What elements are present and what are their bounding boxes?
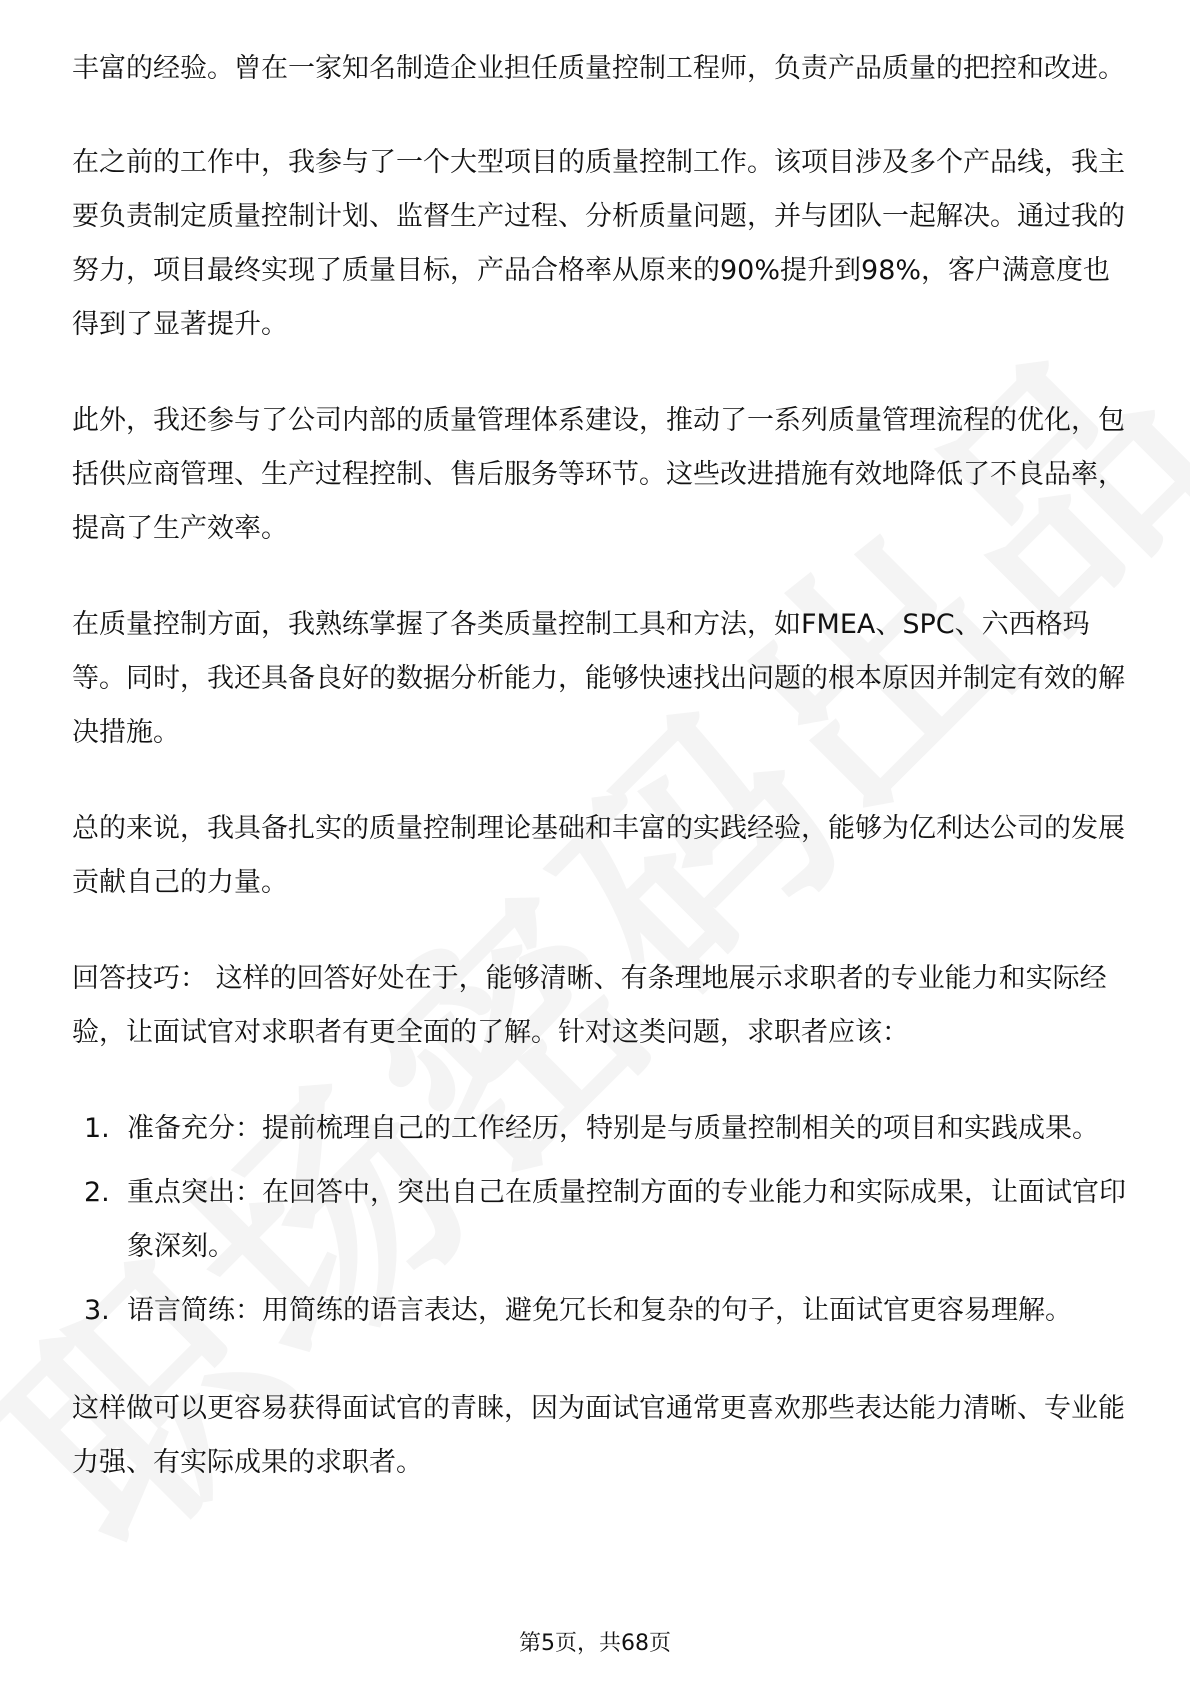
list-item xyxy=(72,1166,1132,1274)
list-item xyxy=(72,1102,1132,1156)
paragraph-closing: 这样做可以更容易获得面试官的青睐，因为面试官通常更喜欢那些表达能力清晰、专业能力强、有实际成果的求职者。 xyxy=(72,1393,1125,1478)
list-number: 1. xyxy=(84,1113,110,1144)
paragraph-skills: 在质量控制方面，我熟练掌握了各类质量控制工具和方法，如FMEA、SPC、六西格玛等。同时，我还具备良好的数据分析能力，能够快速找出问题的根本原因并制定有效的解决措施。 xyxy=(72,609,1125,748)
paragraph-summary: 总的来说，我具备扎实的质量控制理论基础和丰富的实践经验，能够为亿利达公司的发展贡献自己的力量。 xyxy=(72,813,1125,898)
page-footer: 第5页，共68页 xyxy=(519,1631,671,1656)
list-item-text: 语言简练：用简练的语言表达，避免冗长和复杂的句子，让面试官更容易理解。 xyxy=(127,1295,1072,1326)
list-item-text: 重点突出：在回答中，突出自己在质量控制方面的专业能力和实际成果，让面试官印象深刻。 xyxy=(127,1177,1126,1262)
document-body xyxy=(72,42,1132,1532)
paragraph-tips-intro: 回答技巧： 这样的回答好处在于，能够清晰、有条理地展示求职者的专业能力和实际经验，让面试官对求职者有更全面的了解。针对这类问题，求职者应该： xyxy=(72,963,1107,1048)
list-number: 2. xyxy=(84,1177,110,1208)
paragraph-system: 此外，我还参与了公司内部的质量管理体系建设，推动了一系列质量管理流程的优化，包括供应商管理、生产过程控制、售后服务等环节。这些改进措施有效地降低了不良品率，提高了生产效率。 xyxy=(72,405,1125,544)
list-number: 3. xyxy=(84,1295,110,1326)
tips-list xyxy=(72,1102,1132,1338)
list-item xyxy=(72,1284,1132,1338)
list-item-text: 准备充分：提前梳理自己的工作经历，特别是与质量控制相关的项目和实践成果。 xyxy=(127,1113,1099,1144)
paragraph-project: 在之前的工作中，我参与了一个大型项目的质量控制工作。该项目涉及多个产品线，我主要负责制定质量控制计划、监督生产过程、分析质量问题，并与团队一起解决。通过我的努力，项目最终实现了质量目标，产品合格率从原来的90%提升到98%，客户满意度也得到了显著提升。 xyxy=(72,147,1125,340)
paragraph-experience: 丰富的经验。曾在一家知名制造企业担任质量控制工程师，负责产品质量的把控和改进。 xyxy=(72,53,1125,84)
